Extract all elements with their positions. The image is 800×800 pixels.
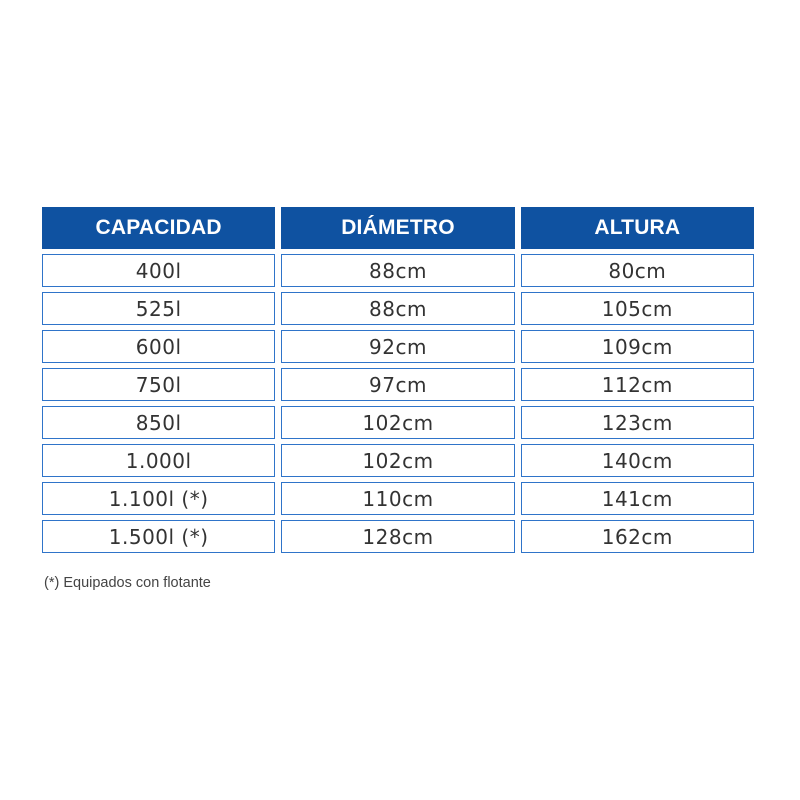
table-row bbox=[42, 406, 754, 439]
height-cell: 105cm bbox=[521, 292, 754, 325]
height-cell: 112cm bbox=[521, 368, 754, 401]
diameter-cell: 88cm bbox=[281, 254, 514, 287]
header-altura: ALTURA bbox=[521, 207, 754, 249]
capacity-cell: 750l bbox=[42, 368, 275, 401]
table-row bbox=[42, 368, 754, 401]
header-diametro: DIÁMETRO bbox=[281, 207, 514, 249]
capacity-cell: 400l bbox=[42, 254, 275, 287]
diameter-cell: 88cm bbox=[281, 292, 514, 325]
header-capacidad: CAPACIDAD bbox=[42, 207, 275, 249]
diameter-cell: 102cm bbox=[281, 406, 514, 439]
capacity-cell: 600l bbox=[42, 330, 275, 363]
capacity-cell: 525l bbox=[42, 292, 275, 325]
capacity-cell: 850l bbox=[42, 406, 275, 439]
diameter-cell: 97cm bbox=[281, 368, 514, 401]
footnote: (*) Equipados con flotante bbox=[44, 575, 211, 591]
capacity-cell: 1.100l (*) bbox=[42, 482, 275, 515]
capacity-cell: 1.500l (*) bbox=[42, 520, 275, 553]
height-cell: 80cm bbox=[521, 254, 754, 287]
table-row bbox=[42, 520, 754, 553]
height-cell: 109cm bbox=[521, 330, 754, 363]
diameter-cell: 110cm bbox=[281, 482, 514, 515]
height-cell: 140cm bbox=[521, 444, 754, 477]
table-row bbox=[42, 444, 754, 477]
height-cell: 162cm bbox=[521, 520, 754, 553]
table-row bbox=[42, 254, 754, 287]
diameter-cell: 102cm bbox=[281, 444, 514, 477]
capacity-cell: 1.000l bbox=[42, 444, 275, 477]
table-header-row bbox=[42, 207, 754, 249]
table-row bbox=[42, 482, 754, 515]
table-row bbox=[42, 330, 754, 363]
diameter-cell: 128cm bbox=[281, 520, 514, 553]
diameter-cell: 92cm bbox=[281, 330, 514, 363]
table-row bbox=[42, 292, 754, 325]
height-cell: 123cm bbox=[521, 406, 754, 439]
height-cell: 141cm bbox=[521, 482, 754, 515]
spec-table bbox=[42, 207, 754, 558]
